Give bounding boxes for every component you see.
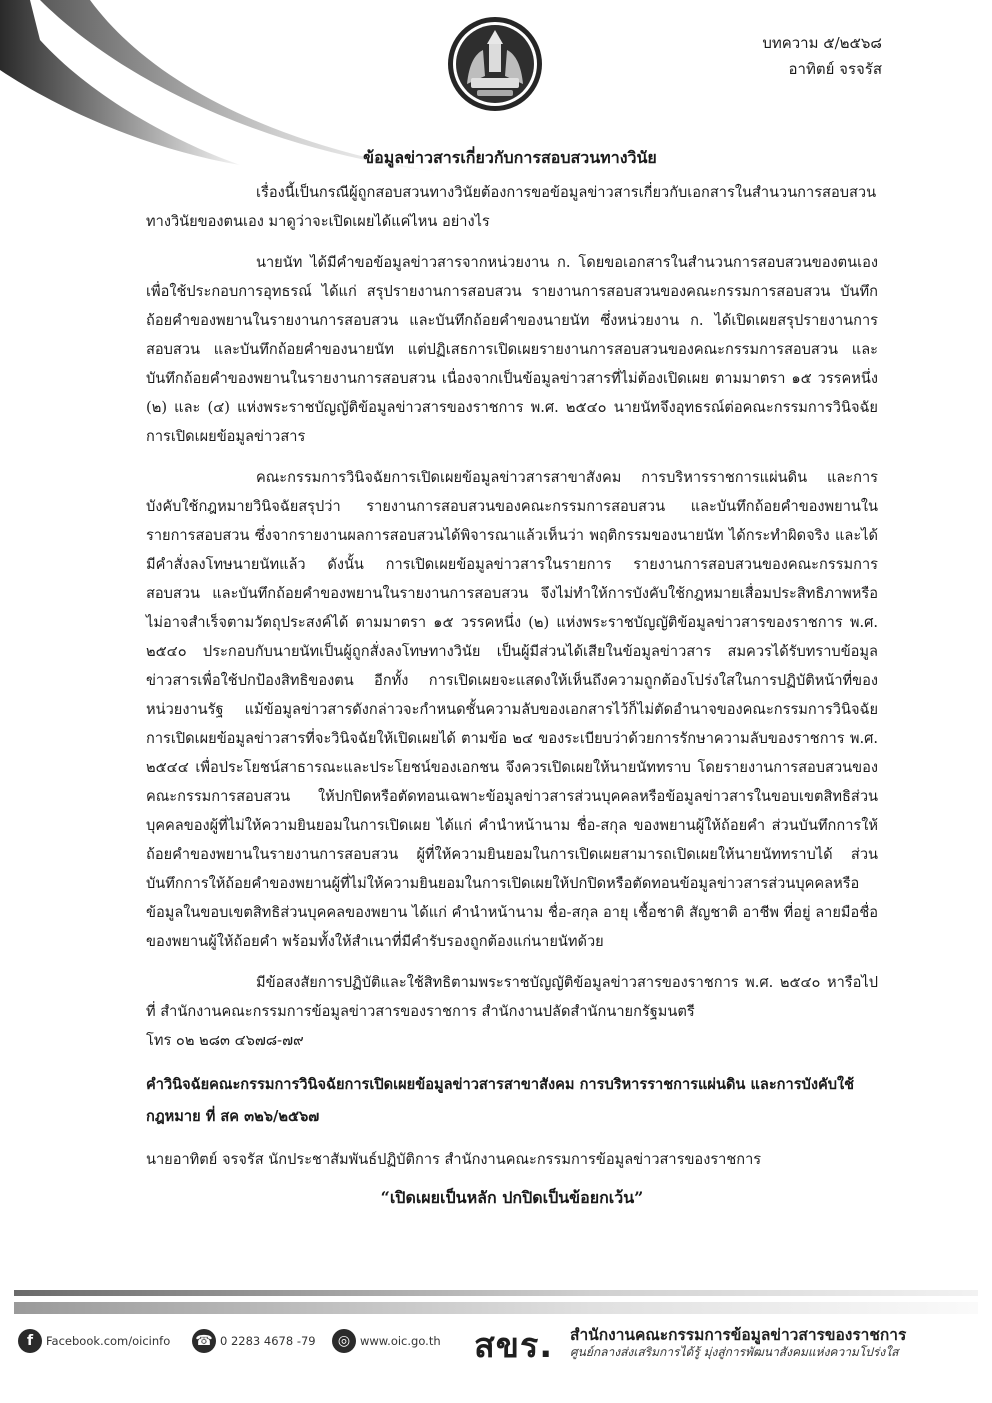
government-seal-emblem [445,14,545,114]
author-line: นายอาทิตย์ จรจรัส นักประชาสัมพันธ์ปฏิบัติการ สำนักงานคณะกรรมการข้อมูลข่าวสารของราชการ [146,1151,762,1168]
website-contact[interactable] [332,1329,441,1353]
intro-paragraph: เรื่องนี้เป็นกรณีผู้ถูกสอบสวนทางวินัยต้องการขอข้อมูลข่าวสารเกี่ยวกับเอกสารในสำนวนการสอบสวนทางวินัยของตนเอง มาดูว่าจะเปิดเผยได้แค่ไหน อย่างไร [146,184,877,230]
facebook-icon: f [18,1329,42,1353]
ruling-reference: คำวินิจฉัยคณะกรรมการวินิจฉัยการเปิดเผยข้อมูลข่าวสารสาขาสังคม การบริหารราชการแผ่นดิน และการบังคับใช้กฎหมาย ที่ สค ๓๒๖/๒๕๖๗ [146,1076,854,1125]
globe-icon: ◎ [332,1329,356,1353]
facebook-contact[interactable] [18,1329,170,1353]
article-number: บทความ ๕/๒๕๖๘ [762,34,882,52]
phone-number: 0 2283 4678 -79 [220,1334,316,1348]
case-facts-paragraph: นายนัท ได้มีคำขอข้อมูลข่าวสารจากหน่วยงาน ก. โดยขอเอกสารในสำนวนการสอบสวนของตนเองเพื่อใช้ประกอบการอุทธรณ์ ได้แก่ สรุปรายงานการสอบสวน รายงานการสอบสวนของคณะกรรมการสอบสวน บันทึกถ้อยคำของพยานในรายงานการสอบสวน และบันทึกถ้อยคำของนายนัท ซึ่งหน่วยงาน ก. ได้เปิดเผยสรุปรายงานการสอบสวน และบันทึกถ้อยคำของนายนัท แต่ปฏิเสธการเปิดเผยรายงานการสอบสวนของคณะกรรมการสอบสวน และบันทึกถ้อยคำของพยานในรายงานการสอบสวน เนื่องจากเป็นข้อมูลข่าวสารที่ไม่ต้องเปิดเผย ตามมาตรา ๑๕ วรรคหนึ่ง (๒) และ (๔) แห่งพระราชบัญญัติข้อมูลข่าวสารของราชการ พ.ศ. ๒๕๔๐ นายนัทจึงอุทธรณ์ต่อคณะกรรมการวินิจฉัยการเปิดเผยข้อมูลข่าวสาร [146,254,878,445]
facebook-link[interactable]: Facebook.com/oicinfo [46,1334,171,1348]
footer-divider-bottom [14,1302,978,1314]
document-title: ข้อมูลข่าวสารเกี่ยวกับการสอบสวนทางวินัย [363,148,657,167]
article-author: อาทิตย์ จรจรัส [788,60,882,78]
phone-contact[interactable] [192,1329,316,1353]
website-link[interactable]: www.oic.go.th [360,1334,441,1348]
decision-paragraph: คณะกรรมการวินิจฉัยการเปิดเผยข้อมูลข่าวสารสาขาสังคม การบริหารราชการแผ่นดิน และการบังคับใช้กฎหมายวินิจฉัยสรุปว่า รายงานการสอบสวนของคณะกรรมการสอบสวน และบันทึกถ้อยคำของพยานในรายการสอบสวน ซึ่งจากรายงานผลการสอบสวนได้พิจารณาแล้วเห็นว่า พฤติกรรมของนายนัท ได้กระทำผิดจริง และได้มีคำสั่งลงโทษนายนัทแล้ว ดังนั้น การเปิดเผยข้อมูลข่าวสารในรายการ รายงานการสอบสวนของคณะกรรมการสอบสวน และบันทึกถ้อยคำของพยานในรายงานการสอบสวน จึงไม่ทำให้การบังคับใช้กฎหมายเสื่อมประสิทธิภาพหรือไม่อาจสำเร็จตามวัตถุประสงค์ได้ ตามมาตรา ๑๕ วรรคหนึ่ง (๒) แห่งพระราชบัญญัติข้อมูลข่าวสารของราชการ พ.ศ. ๒๕๔๐ ประกอบกับนายนัทเป็นผู้ถูกสั่งลงโทษทางวินัย เป็นผู้มีส่วนได้เสียในข้อมูลข่าวสาร สมควรได้รับทราบข้อมูลข่าวสารเพื่อใช้ปกป้องสิทธิของตน อีกทั้ง การเปิดเผยจะแสดงให้เห็นถึงความถูกต้องโปร่งใสในการปฏิบัติหน้าที่ของหน่วยงานรัฐ แม้ข้อมูลข่าวสารดังกล่าวจะกำหนดชั้นความลับของเอกสารไว้ก็ไม่ตัดอำนาจของคณะกรรมการวินิจฉัยการเปิดเผยข้อมูลข่าวสารที่จะวินิจฉัยให้เปิดเผยได้ ตามข้อ ๒๔ ของระเบียบว่าด้วยการรักษาความลับของราชการ พ.ศ. ๒๕๔๔ เพื่อประโยชน์สาธารณะและประโยชน์ของเอกชน จึงควรเปิดเผยให้นายนัททราบ โดยรายงานการสอบสวนของคณะกรรมการสอบสวน ให้ปกปิดหรือตัดทอนเฉพาะข้อมูลข่าวสารส่วนบุคคลหรือข้อมูลข่าวสารในขอบเขตสิทธิส่วนบุคคลของผู้ที่ไม่ให้ความยินยอมในการเปิดเผย ได้แก่ คำนำหน้านาม ชื่อ-สกุล ของพยานผู้ให้ถ้อยคำ ส่วนบันทึกการให้ถ้อยคำของพยานในรายงานการสอบสวน ผู้ที่ให้ความยินยอมในการเปิดเผยสามารถเปิดเผยให้นายนัททราบได้ ส่วนบันทึกการให้ถ้อยคำของพยานผู้ที่ไม่ให้ความยินยอมในการเปิดเผยให้ปกปิดหรือตัดทอนข้อมูลข่าวสารส่วนบุคคลหรือข้อมูลในขอบเขตสิทธิส่วนบุคคลของพยาน ได้แก่ คำนำหน้านาม ชื่อ-สกุล อายุ เชื้อชาติ สัญชาติ อาชีพ ที่อยู่ ลายมือชื่อของพยานผู้ให้ถ้อยคำ พร้อมทั้งให้สำเนาที่มีคำรับรองถูกต้องแก่นายนัทด้วย [146,469,878,950]
article-body [146,178,878,1211]
phone-icon: ☎ [192,1329,216,1353]
footer-divider-top [14,1290,978,1296]
oic-logo-text: สขร. [474,1326,554,1366]
phone-line: โทร ๐๒ ๒๘๓ ๔๖๗๘-๗๙ [146,1032,304,1049]
organization-name: สำนักงานคณะกรรมการข้อมูลข่าวสารของราชการ [570,1326,907,1344]
article-meta [762,30,882,82]
slogan: “เปิดเผยเป็นหลัก ปกปิดเป็นข้อยกเว้น” [380,1188,644,1207]
footer [18,1318,980,1364]
contact-paragraph: มีข้อสงสัยการปฏิบัติและใช้สิทธิตามพระราชบัญญัติข้อมูลข่าวสารของราชการ พ.ศ. ๒๕๔๐ หารือไปที่ สำนักงานคณะกรรมการข้อมูลข่าวสารของราชการ สำนักงานปลัดสำนักนายกรัฐมนตรี [146,974,878,1020]
organization-tagline: ศูนย์กลางส่งเสริมการได้รู้ มุ่งสู่การพัฒนาสังคมแห่งความโปร่งใส [570,1345,899,1359]
